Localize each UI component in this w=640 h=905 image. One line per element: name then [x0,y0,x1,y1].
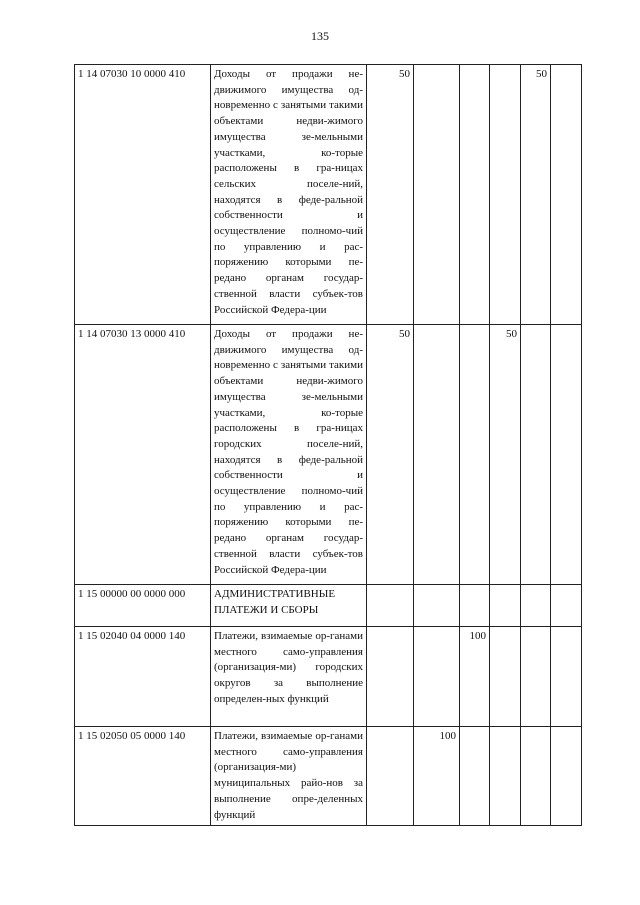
budget-code-cell: 1 15 02050 05 0000 140 [75,727,211,826]
value-cell [367,585,414,627]
value-cell [551,585,582,627]
page-number: 135 [311,29,329,43]
table-row [75,585,582,627]
value-cell [414,325,460,585]
table-row [75,325,582,585]
revenue-name-cell: Доходы от продажи не-движимого имущества од-новременно с занятыми такими объектами недви-жимого имущества зе-мельными участками, ко-торые расположены в гра-ницах сельских поселе-ний, находятся в феде-ральной собственности и осуществление полномо-чий по управлению и рас-поряжению которыми пе-редано органам государ-ственной власти субъек-тов Российской Федера-ции [211,65,367,325]
revenue-distribution-table [74,64,582,826]
revenue-name-cell: Платежи, взимаемые ор-ганами местного само-управления (организация-ми) городских округов за выполнение определен-ных функций [211,627,367,727]
value-cell [521,585,551,627]
budget-code-cell: 1 15 02040 04 0000 140 [75,627,211,727]
table-row [75,727,582,826]
value-cell [490,585,521,627]
value-cell [551,727,582,826]
value-cell: 50 [367,325,414,585]
value-cell [367,627,414,727]
value-cell [551,65,582,325]
budget-code-cell: 1 14 07030 13 0000 410 [75,325,211,585]
value-cell: 50 [490,325,521,585]
value-cell: 50 [367,65,414,325]
revenue-name-cell: Платежи, взимаемые ор-ганами местного само-управления (организация-ми) муниципальных райо-нов за выполнение опре-деленных функций [211,727,367,826]
value-cell [460,65,490,325]
budget-code-cell: 1 14 07030 10 0000 410 [75,65,211,325]
revenue-name-cell: АДМИНИСТРАТИВНЫЕ ПЛАТЕЖИ И СБОРЫ [211,585,367,627]
value-cell [521,325,551,585]
value-cell [521,727,551,826]
table-row [75,65,582,325]
value-cell [490,65,521,325]
value-cell: 50 [521,65,551,325]
value-cell: 100 [460,627,490,727]
value-cell [551,325,582,585]
value-cell [460,325,490,585]
value-cell [414,65,460,325]
table-row [75,627,582,727]
value-cell [414,585,460,627]
value-cell [551,627,582,727]
value-cell [460,585,490,627]
value-cell [414,627,460,727]
value-cell [460,727,490,826]
value-cell: 100 [414,727,460,826]
budget-code-cell: 1 15 00000 00 0000 000 [75,585,211,627]
value-cell [367,727,414,826]
value-cell [490,627,521,727]
revenue-name-cell: Доходы от продажи не-движимого имущества од-новременно с занятыми такими объектами недви-жимого имущества зе-мельными участками, ко-торые расположены в гра-ницах городских поселе-ний, находятся в феде-ральной собственности и осуществление полномо-чий по управлению и рас-поряжению которыми пе-редано органам государ-ственной власти субъек-тов Российской Федера-ции [211,325,367,585]
value-cell [490,727,521,826]
value-cell [521,627,551,727]
